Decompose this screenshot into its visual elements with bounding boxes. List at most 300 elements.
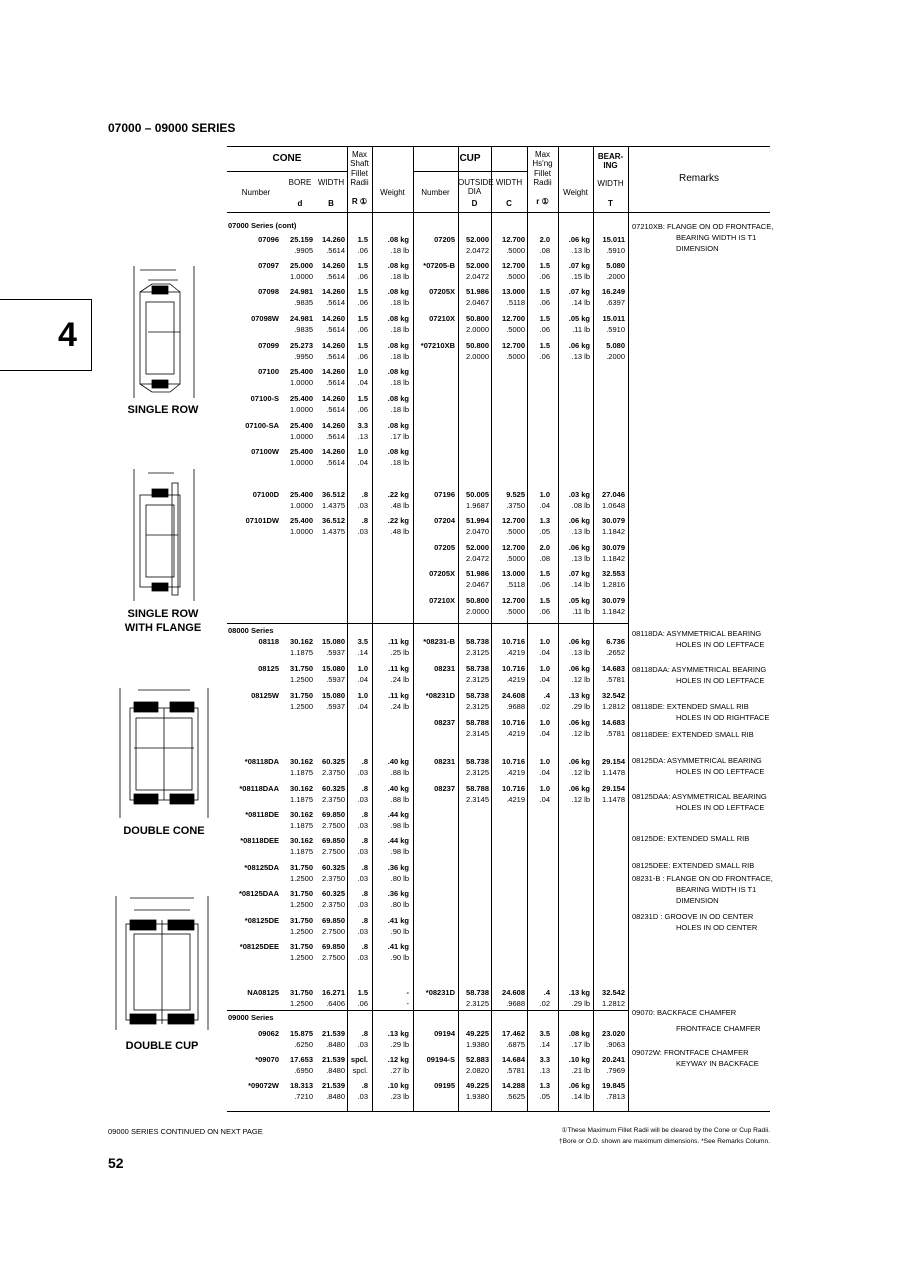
bearing-width-T-line: .2000 (606, 271, 625, 281)
single-row-flange-diagram (118, 465, 208, 605)
remark-line: HOLES IN OD LEFTFACE (676, 803, 765, 812)
cone-weight-line: .44 kg (387, 810, 409, 819)
cone-number: *08118DAA (239, 784, 279, 793)
footer-right (530, 1125, 770, 1147)
cup-weight (558, 1055, 590, 1076)
cone-width-line: 14.260 (322, 394, 345, 403)
cup-width-line: 10.716 (502, 784, 525, 793)
cone-bore-line: 18.313 (290, 1081, 313, 1090)
cone-bore-line: 1.2500 (290, 873, 313, 883)
cone-radius (347, 447, 368, 468)
cone-width (315, 691, 345, 712)
cone-number: *08125DAA (238, 889, 279, 898)
cup-radius-line: .08 (539, 553, 550, 563)
single-row-flange-label-2: WITH FLANGE (124, 622, 202, 634)
cone-width-line: 60.325 (322, 784, 345, 793)
cone-width-line: 60.325 (322, 757, 345, 766)
footer-note-1: ①These Maximum Fillet Radii will be cleared by the Cone or Cup Radii. (561, 1127, 770, 1134)
cup-weight-line: .29 lb (571, 701, 590, 711)
cone-weight-line: .48 lb (390, 500, 409, 510)
cone-radius (347, 691, 368, 712)
bearing-width-T (593, 691, 625, 712)
cup-weight-line: .08 kg (568, 1029, 590, 1038)
cup-width-line: .4219 (506, 647, 525, 657)
cone-width-line: 2.3750 (322, 794, 345, 804)
cup-radius-line: .04 (539, 794, 550, 804)
bearing-width-T (593, 637, 625, 658)
cup-weight (558, 691, 590, 712)
cup-radius (527, 287, 550, 308)
col-T: T (608, 199, 613, 208)
cup-od-line: 51.986 (466, 569, 489, 578)
cup-number: 08237 (434, 718, 455, 727)
cup-width-line: .4219 (506, 728, 525, 738)
cup-weight-line: .06 kg (568, 235, 590, 244)
cone-weight-line: .11 kg (388, 664, 409, 673)
cup-weight-line: .06 kg (568, 341, 590, 350)
cup-radius-line: 1.3 (539, 516, 550, 525)
cone-bore (285, 942, 313, 963)
cup-width (491, 718, 525, 739)
cup-radius (527, 596, 550, 617)
bearing-width-T-line: 1.1478 (602, 767, 625, 777)
cone-bore-line: .6950 (294, 1065, 313, 1075)
double-cone-label: DOUBLE CONE (123, 825, 205, 837)
cup-number: *07205-B (423, 261, 455, 270)
cone-bore-line: 31.750 (290, 889, 313, 898)
cup-weight (558, 569, 590, 590)
cup-weight-line: .13 kg (568, 988, 590, 997)
cup-width (491, 1029, 525, 1050)
bearing-width-T-line: .5781 (606, 674, 625, 684)
cup-width-line: 24.608 (502, 691, 525, 700)
cone-radius-line: 1.5 (357, 235, 368, 244)
cone-radius-line: 1.0 (357, 367, 368, 376)
cup-radius (527, 637, 550, 658)
bearing-width-T-line: .6397 (606, 297, 625, 307)
cone-radius (347, 942, 368, 963)
cup-od-line: 2.0467 (466, 297, 489, 307)
cup-width (491, 516, 525, 537)
cone-bore-line: 25.400 (290, 367, 313, 376)
cone-bore (285, 490, 313, 511)
cone-bore-line: 1.2500 (290, 674, 313, 684)
cone-width-line: 2.3750 (322, 873, 345, 883)
cone-number: *08118DEE (240, 836, 279, 845)
col-C: C (506, 199, 512, 208)
bearing-width-T-line: 15.011 (602, 235, 625, 244)
cup-radius (527, 314, 550, 335)
bearing-width: WIDTH (597, 179, 624, 188)
remark-line: 08118DEE: EXTENDED SMALL RIB (632, 730, 754, 739)
bearing-width-T (593, 516, 625, 537)
remark-line: BEARING WIDTH IS T1 (676, 233, 757, 242)
cup-od (458, 988, 489, 1009)
cone-weight-line: .40 kg (387, 757, 409, 766)
cone-weight-line: .08 kg (387, 367, 409, 376)
cone-radius-line: .06 (357, 404, 368, 414)
cone-bore-line: 31.750 (290, 988, 313, 997)
cup-weight-line: .12 lb (571, 674, 590, 684)
cone-weight-line: .90 lb (390, 926, 409, 936)
bearing-width-T-line: 29.154 (602, 784, 625, 793)
cone-weight-line: .18 lb (390, 351, 409, 361)
cone-radius-line: .14 (357, 647, 368, 657)
cone-bore (285, 314, 313, 335)
cone-weight (372, 757, 409, 778)
cone-radius-line: spcl. (352, 1065, 368, 1075)
cup-width-line: 13.000 (502, 569, 525, 578)
page-number: 52 (108, 1155, 124, 1171)
bearing-width-T-line: 1.2812 (602, 998, 625, 1008)
cone-weight-line: .80 lb (390, 899, 409, 909)
cup-weight-line: .06 kg (568, 1081, 590, 1090)
cup-width-line: 10.716 (502, 718, 525, 727)
cone-bore-line: .7210 (294, 1091, 313, 1101)
cup-width-line: .5781 (506, 1065, 525, 1075)
cup-width-line: .6875 (506, 1039, 525, 1049)
cup-radius-line: 1.0 (539, 718, 550, 727)
cup-weight-line: .07 kg (568, 261, 590, 270)
cup-od-h1: OUTSIDE (458, 178, 494, 187)
cone-width (315, 836, 345, 857)
cone-radius-line: 1.5 (357, 314, 368, 323)
bearing-width-T (593, 235, 625, 256)
cup-weight (558, 261, 590, 282)
cone-number: 08125 (258, 664, 279, 673)
bearing-width-T-line: 1.0648 (602, 500, 625, 510)
cone-weight-line: .08 kg (387, 287, 409, 296)
cone-width-line: .5614 (326, 245, 345, 255)
cup-radius (527, 718, 550, 739)
cup-weight (558, 988, 590, 1009)
cone-bore-line: 31.750 (290, 863, 313, 872)
cone-radius-line: .06 (357, 297, 368, 307)
double-cup-diagram (104, 890, 220, 1036)
bearing-width-T-line: .5781 (606, 728, 625, 738)
cup-width-line: .5000 (506, 526, 525, 536)
cone-bore-line: 31.750 (290, 942, 313, 951)
max-shaft-4: Radii (350, 178, 369, 187)
cone-bore (285, 394, 313, 415)
cone-radius-line: .8 (361, 889, 368, 898)
cone-number: *08125DE (244, 916, 279, 925)
cone-radius-line: 1.0 (357, 447, 368, 456)
cup-width (491, 691, 525, 712)
cone-bore-line: 1.2500 (290, 952, 313, 962)
cup-radius-line: .04 (539, 647, 550, 657)
bearing-width-T-line: 32.542 (602, 988, 625, 997)
cup-width-line: .5000 (506, 324, 525, 334)
cone-bore-line: 1.2500 (290, 701, 313, 711)
cup-weight (558, 235, 590, 256)
bearing-width-T-line: .5910 (606, 324, 625, 334)
cone-radius (347, 1055, 368, 1076)
cup-radius-line: .06 (539, 324, 550, 334)
cone-number: 07097 (258, 261, 279, 270)
cone-bore (285, 691, 313, 712)
cup-od-line: 50.800 (466, 341, 489, 350)
cone-weight-line: .08 kg (387, 261, 409, 270)
cup-od (458, 287, 489, 308)
cone-bore (285, 810, 313, 831)
bearing-table (227, 146, 774, 1112)
cup-width-line: 12.700 (502, 314, 525, 323)
cone-radius-line: .03 (357, 952, 368, 962)
single-row-diagram (118, 262, 208, 402)
section-09000: 09000 Series (228, 1013, 274, 1022)
remark-line: BEARING WIDTH IS T1 (676, 885, 757, 894)
bearing-width-T (593, 757, 625, 778)
cup-width-line: .5118 (506, 297, 525, 307)
cone-width-line: 1.4375 (322, 526, 345, 536)
cup-radius-line: .06 (539, 606, 550, 616)
cone-bore-line: 1.1875 (290, 794, 313, 804)
cone-bore-line: 1.0000 (290, 271, 313, 281)
cone-width-line: 16.271 (322, 988, 345, 997)
col-r: r ① (536, 197, 549, 206)
cone-weight-line: .48 lb (390, 526, 409, 536)
cone-width (315, 810, 345, 831)
cone-radius-line: .03 (357, 500, 368, 510)
cup-od-line: 2.0000 (466, 606, 489, 616)
max-hsng-3: Fillet (534, 169, 551, 178)
cup-od-line: 52.000 (466, 261, 489, 270)
cone-number: 07100W (251, 447, 279, 456)
cone-width-line: .8480 (326, 1065, 345, 1075)
cone-bore-line: .9905 (294, 245, 313, 255)
cup-radius-line: 1.5 (539, 314, 550, 323)
cone-number: *08118DE (245, 810, 279, 819)
cone-width-line: .6406 (326, 998, 345, 1008)
cone-radius-line: 1.0 (357, 691, 368, 700)
cone-bore (285, 988, 313, 1009)
bearing-2: ING (603, 161, 618, 170)
remark-line: HOLES IN OD CENTER (676, 923, 758, 932)
cone-width-line: 14.260 (322, 447, 345, 456)
cone-weight (372, 1081, 409, 1102)
cup-width-line: .5000 (506, 245, 525, 255)
cone-width-line: 36.512 (322, 516, 345, 525)
cup-radius-line: 1.0 (539, 757, 550, 766)
cup-width-line: 12.700 (502, 596, 525, 605)
cone-bore-line: 31.750 (290, 664, 313, 673)
cup-width-h: WIDTH (495, 178, 523, 187)
cone-bore-line: 25.400 (290, 421, 313, 430)
cone-number: 07098W (251, 314, 279, 323)
col-R: R ① (351, 197, 368, 206)
cup-od-line: 2.0000 (466, 324, 489, 334)
cone-radius (347, 235, 368, 256)
cone-bore-line: 30.162 (290, 757, 313, 766)
cone-weight-line: .41 kg (387, 916, 409, 925)
cup-radius-line: 1.5 (539, 569, 550, 578)
remark-line: 08125DE: EXTENDED SMALL RIB (632, 834, 750, 843)
cone-bore-line: 15.875 (290, 1029, 313, 1038)
cone-weight (372, 287, 409, 308)
cone-width-line: .5614 (326, 271, 345, 281)
bearing-width-T-line: 32.542 (602, 691, 625, 700)
cone-bore (285, 341, 313, 362)
cup-weight-line: .13 lb (571, 351, 590, 361)
cone-weight (372, 942, 409, 963)
cup-od-line: 58.738 (466, 757, 489, 766)
cup-number: 07205 (434, 235, 455, 244)
cone-radius-line: 1.5 (357, 261, 368, 270)
cup-width-line: .4219 (506, 794, 525, 804)
cup-weight-line: .14 lb (571, 579, 590, 589)
single-row-flange-label-1: SINGLE ROW (127, 608, 199, 620)
cup-radius-line: 2.0 (539, 235, 550, 244)
cup-weight-line: .12 lb (571, 728, 590, 738)
bearing-width-T (593, 718, 625, 739)
cup-od (458, 784, 489, 805)
cone-bore (285, 421, 313, 442)
single-row-label: SINGLE ROW (127, 404, 199, 416)
cone-weight-line: .13 kg (387, 1029, 409, 1038)
cone-radius-line: .03 (357, 526, 368, 536)
page-title: 07000 – 09000 SERIES (108, 121, 236, 135)
cone-number: *09070 (255, 1055, 279, 1064)
cup-weight-line: .06 kg (568, 543, 590, 552)
cone-width-line: .5614 (326, 457, 345, 467)
max-hsng-2: Hs'ng (532, 159, 553, 168)
cone-weight-line: .10 kg (387, 1081, 409, 1090)
bearing-width-T-line: .7969 (606, 1065, 625, 1075)
cup-weight-line: .03 kg (568, 490, 590, 499)
cone-bore (285, 261, 313, 282)
cone-radius-line: .8 (361, 863, 368, 872)
cone-width-line: .5937 (326, 647, 345, 657)
cone-radius (347, 287, 368, 308)
cup-radius-line: 1.5 (539, 341, 550, 350)
cone-number: *09072W (248, 1081, 279, 1090)
cup-width (491, 314, 525, 335)
cup-width-line: .4219 (506, 674, 525, 684)
cup-radius-line: .13 (539, 1065, 550, 1075)
cone-bore-line: 1.1875 (290, 647, 313, 657)
cone-radius-line: spcl. (350, 1055, 368, 1064)
cone-weight-line: .18 lb (390, 457, 409, 467)
cone-radius-line: 1.5 (357, 394, 368, 403)
cup-weight-h: Weight (563, 188, 588, 197)
cup-radius (527, 664, 550, 685)
cone-weight-line: .08 kg (387, 314, 409, 323)
cup-width (491, 1055, 525, 1076)
cone-radius (347, 988, 368, 1009)
cup-width-line: .5000 (506, 271, 525, 281)
cup-number: *08231-B (423, 637, 455, 646)
cup-number: 07210X (429, 596, 455, 605)
bearing-width-T-line: 1.2812 (602, 701, 625, 711)
bearing-width-T-line: 29.154 (602, 757, 625, 766)
cup-width-line: .5000 (506, 553, 525, 563)
cup-od-line: 58.738 (466, 637, 489, 646)
cone-radius-line: 3.5 (357, 637, 368, 646)
cup-width-line: .5000 (506, 606, 525, 616)
cone-radius-line: .8 (361, 1081, 368, 1090)
cup-weight-line: .05 kg (568, 314, 590, 323)
cone-width-line: 14.260 (322, 367, 345, 376)
cup-radius-line: 1.3 (539, 1081, 550, 1090)
cup-weight-line: .29 lb (571, 998, 590, 1008)
cone-weight (372, 490, 409, 511)
cone-width-line: .5937 (326, 674, 345, 684)
cup-weight-line: .06 kg (568, 784, 590, 793)
cone-width-line: 15.080 (322, 664, 345, 673)
bearing-width-T (593, 314, 625, 335)
cone-radius (347, 637, 368, 658)
cone-width (315, 942, 345, 963)
cone-number: 07100D (252, 490, 279, 499)
cone-bore-line: 17.653 (290, 1055, 313, 1064)
cone-radius-line: .8 (361, 836, 368, 845)
cone-width-line: 36.512 (322, 490, 345, 499)
cone-radius-line: .03 (357, 820, 368, 830)
cone-radius (347, 889, 368, 910)
cup-od-line: 52.000 (466, 543, 489, 552)
cup-radius (527, 784, 550, 805)
cup-radius-line: 1.0 (539, 490, 550, 499)
cup-radius (527, 543, 550, 564)
cup-weight-line: .06 kg (568, 516, 590, 525)
cup-number: 07205X (429, 569, 455, 578)
cup-radius (527, 1081, 550, 1102)
cone-bore-line: 24.981 (290, 314, 313, 323)
cone-width (315, 261, 345, 282)
cone-width-line: 14.260 (322, 421, 345, 430)
footer-note-2: †Bore or O.D. shown are maximum dimensions. *See Remarks Column. (558, 1138, 770, 1145)
remark-line: HOLES IN OD RIGHTFACE (676, 713, 770, 722)
cone-width-line: 14.260 (322, 287, 345, 296)
cone-bore (285, 447, 313, 468)
remark-line: 08231D : GROOVE IN OD CENTER (632, 912, 754, 921)
cone-weight-line: .36 kg (387, 863, 409, 872)
cone-bore-line: 30.162 (290, 810, 313, 819)
cone-number: 07100-S (250, 394, 279, 403)
cone-width (315, 516, 345, 537)
cone-width (315, 1055, 345, 1076)
cup-radius-line: .05 (539, 1091, 550, 1101)
cone-radius-line: .13 (357, 431, 368, 441)
cup-width (491, 1081, 525, 1102)
cone-bore-line: .9950 (294, 351, 313, 361)
cup-number: 07210X (429, 314, 455, 323)
cup-od-line: 58.738 (466, 691, 489, 700)
cup-od-line: 58.738 (466, 664, 489, 673)
cone-radius (347, 261, 368, 282)
cone-bore-line: 25.000 (290, 261, 313, 270)
remark-line: 07210XB: FLANGE ON OD FRONTFACE, (632, 222, 774, 231)
cone-width (315, 988, 345, 1009)
cup-od-line: 58.788 (466, 784, 489, 793)
cup-od (458, 235, 489, 256)
cup-width-line: 12.700 (502, 543, 525, 552)
cone-weight-h: Weight (380, 188, 405, 197)
cone-weight (372, 1029, 409, 1050)
cone-weight-line: .08 kg (387, 421, 409, 430)
cup-od (458, 664, 489, 685)
cone-radius-line: .04 (357, 457, 368, 467)
cone-width-line: 14.260 (322, 314, 345, 323)
cone-weight-line: - (406, 998, 409, 1008)
cup-width-line: .5625 (506, 1091, 525, 1101)
cone-radius (347, 916, 368, 937)
bearing-width-T-line: 6.736 (606, 637, 625, 646)
remark-line: 08125DA: ASYMMETRICAL BEARING (632, 756, 762, 765)
cone-radius (347, 516, 368, 537)
cup-width-line: 9.525 (506, 490, 525, 499)
